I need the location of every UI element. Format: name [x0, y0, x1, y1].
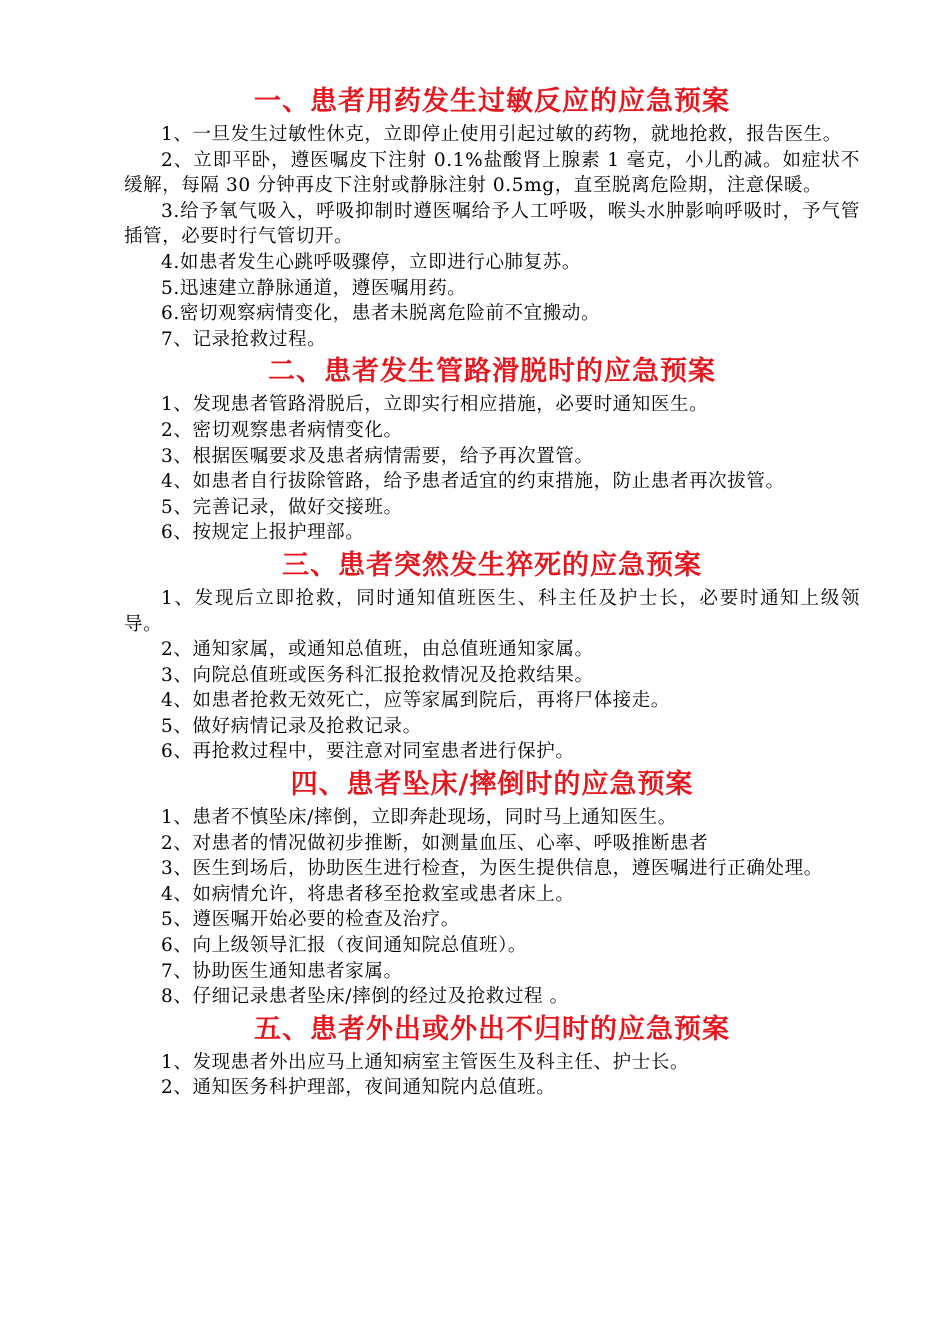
list-item: 6、再抢救过程中，要注意对同室患者进行保护。 [161, 741, 575, 763]
list-item: 5、做好病情记录及抢救记录。 [161, 715, 422, 737]
list-item: 7、协助医生通知患者家属。 [161, 960, 403, 982]
list-item: 8、仔细记录患者坠床/摔倒的经过及抢救过程 。 [161, 986, 569, 1008]
list-item: 4、如患者自行拔除管路，给予患者适宜的约束措施，防止患者再次拔管。 [161, 471, 785, 493]
list-item: 5.迅速建立静脉通道，遵医嘱用药。 [161, 277, 467, 299]
list-item: 4、如患者抢救无效死亡，应等家属到院后，再将尸体接走。 [161, 690, 670, 712]
list-item: 4、如病情允许，将患者移至抢救室或患者床上。 [161, 883, 575, 905]
list-item: 3、医生到场后，协助医生进行检查，为医生提供信息，遵医嘱进行正确处理。 [161, 858, 823, 880]
list-item: 2、通知家属，或通知总值班，由总值班通知家属。 [161, 639, 594, 661]
section-going-out [124, 1012, 860, 1101]
list-item: 1、一旦发生过敏性休克，立即停止使用引起过敏的药物，就地抢救，报告医生。 [161, 124, 842, 145]
list-item: 6.密切观察病情变化，患者未脱离危险前不宜搬动。 [161, 303, 601, 325]
list-item: 6、按规定上报护理部。 [161, 522, 365, 544]
list-item: 2、对患者的情况做初步推断，如测量血压、心率、呼吸推断患者 [161, 832, 709, 854]
section-title: 五、患者外出或外出不归时的应急预案 [254, 1013, 730, 1045]
list-item: 3、根据医嘱要求及患者病情需要，给予再次置管。 [161, 445, 594, 467]
list-item: 5、完善记录，做好交接班。 [161, 496, 403, 518]
document-page [124, 84, 860, 1101]
list-item: 3、向院总值班或医务科汇报抢救情况及抢救结果。 [161, 664, 594, 686]
list-item: 1、患者不慎坠床/摔倒，立即奔赴现场，同时马上通知医生。 [161, 807, 677, 829]
list-item: 1、发现后立即抢救，同时通知值班医生、科主任及护士长，必要时通知上级领导。 [124, 587, 860, 635]
list-item: 1、发现患者外出应马上通知病室主管医生及科主任、护士长。 [161, 1051, 690, 1073]
section-title: 三、患者突然发生猝死的应急预案 [282, 549, 702, 581]
list-item: 4.如患者发生心跳呼吸骤停，立即进行心肺复苏。 [161, 251, 581, 273]
section-allergy [124, 84, 860, 352]
section-title: 四、患者坠床/摔倒时的应急预案 [290, 769, 694, 801]
list-item: 3.给予氧气吸入，呼吸抑制时遵医嘱给予人工呼吸，喉头水肿影响呼吸时，予气管插管，必要时行气管切开。 [124, 200, 860, 248]
list-item: 6、向上级领导汇报（夜间通知院总值班）。 [161, 935, 528, 957]
list-item: 2、通知医务科护理部，夜间通知院内总值班。 [161, 1077, 556, 1099]
section-sudden-death [124, 548, 860, 765]
section-fall [124, 767, 860, 1010]
list-item: 1、发现患者管路滑脱后，立即实行相应措施，必要时通知医生。 [161, 394, 709, 416]
section-title: 二、患者发生管路滑脱时的应急预案 [268, 356, 716, 388]
list-item: 5、遵医嘱开始必要的检查及治疗。 [161, 909, 460, 931]
section-tube-slip [124, 354, 860, 546]
list-item: 2、密切观察患者病情变化。 [161, 419, 403, 441]
list-item: 2、立即平卧，遵医嘱皮下注射 0.1%盐酸肾上腺素 1 毫克，小儿酌减。如症状不缓解，每隔 30 分钟再皮下注射或静脉注射 0.5mg，直至脱离危险期，注意保暖。 [124, 149, 860, 197]
list-item: 7、记录抢救过程。 [161, 328, 327, 350]
section-title: 一、患者用药发生过敏反应的应急预案 [254, 86, 730, 117]
